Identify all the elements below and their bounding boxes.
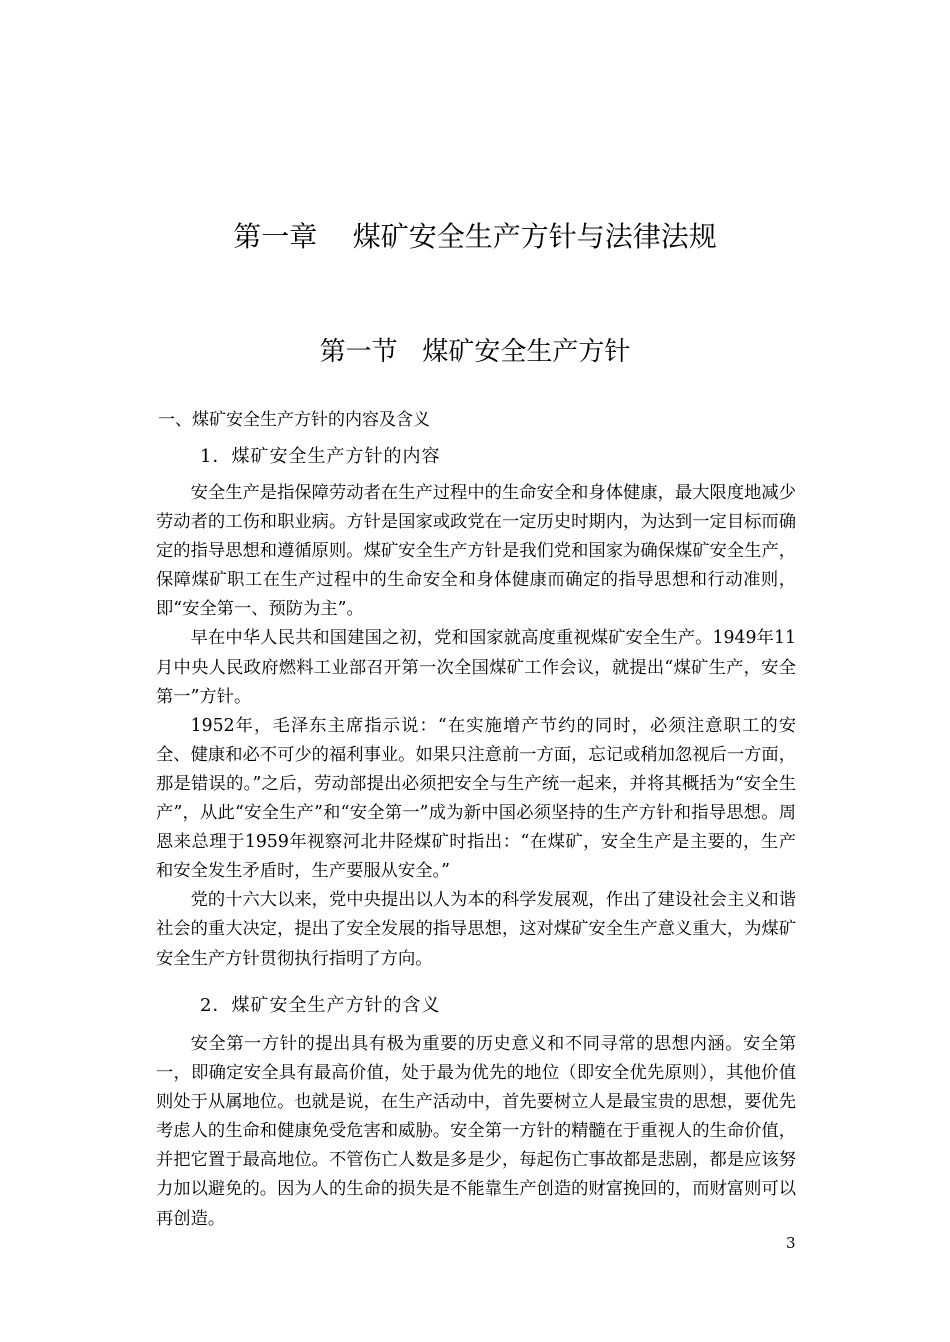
paragraph: 安全第一方针的提出具有极为重要的历史意义和不同寻常的思想内涵。安全第一，即确定安全具有最高价值，处于最为优先的地位（即安全优先原则），其他价值则处于从属地位。也就是说，在生产活动中，首先要树立人是最宝贵的思想，要优先考虑人的生命和健康免受危害和威胁。安全第一方针的精髓在于重视人的生命价值，并把它置于最高地位。不管伤亡人数是多是少，每起伤亡事故都是悲剧，都是应该努力加以避免的。因为人的生命的损失是不能靠生产创造的财富挽回的，而财富则可以再创造。 (156, 1034, 796, 1229)
page-number: 3 (786, 1234, 796, 1252)
paragraph: 1952年，毛泽东主席指示说：“在实施增产节约的同时，必须注意职工的安全、健康和必不可少的福利事业。如果只注意前一方面，忘记或稍加忽视后一方面，那是错误的。”之后，劳动部提出必须把安全与生产统一起来，并将其概括为“安全生产”，从此“安全生产”和“安全第一”成为新中国必须坚持的生产方针和指导思想。周恩来总理于1959年视察河北井陉煤矿时指出：“在煤矿，安全生产是主要的，生产和安全发生矛盾时，生产要服从安全。” (156, 715, 796, 882)
subsection-1-body (156, 479, 796, 974)
subsection-2-title: 2．煤矿安全生产方针的含义 (200, 995, 441, 1016)
paragraph: 早在中华人民共和国建国之初，党和国家就高度重视煤矿安全生产。1949年11月中央人民政府燃料工业部召开第一次全国煤矿工作会议，就提出“煤矿生产，安全第一”方针。 (156, 628, 796, 707)
heading-level-1: 一、煤矿安全生产方针的内容及含义 (158, 410, 430, 430)
subsection-2-body (156, 1030, 796, 1234)
chapter-title: 第一章 煤矿安全生产方针与法律法规 (233, 220, 717, 253)
subsection-1-title: 1．煤矿安全生产方针的内容 (200, 446, 441, 467)
paragraph: 安全生产是指保障劳动者在生产过程中的生命安全和身体健康，最大限度地减少劳动者的工伤和职业病。方针是国家或政党在一定历史时期内，为达到一定目标而确定的指导思想和遵循原则。煤矿安全生产方针是我们党和国家为确保煤矿安全生产，保障煤矿职工在生产过程中的生命安全和身体健康而确定的指导思想和行动准则，即“安全第一、预防为主”。 (156, 483, 796, 620)
paragraph: 党的十六大以来，党中央提出以人为本的科学发展观，作出了建设社会主义和谐社会的重大决定，提出了安全发展的指导思想，这对煤矿安全生产意义重大，为煤矿安全生产方针贯彻执行指明了方向。 (156, 890, 796, 969)
section-title: 第一节 煤矿安全生产方针 (319, 337, 631, 367)
